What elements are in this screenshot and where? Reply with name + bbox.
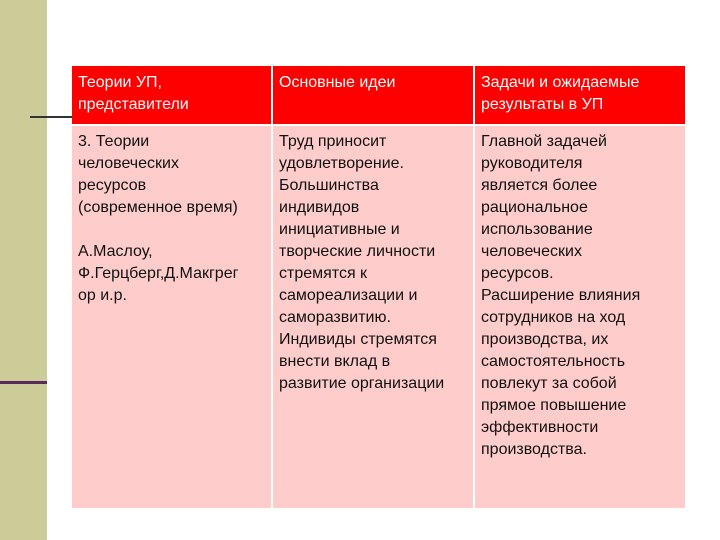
side-decor-line	[0, 381, 47, 384]
cell-line: Труд приносит	[279, 133, 387, 150]
cell-line: внести вклад в	[279, 353, 391, 370]
cell-line: человеческих	[481, 243, 582, 260]
header-tasks-line: результаты в УП	[481, 96, 604, 113]
cell-line: 3. Теории	[78, 133, 150, 150]
header-main-ideas	[272, 66, 474, 125]
cell-line: прямое повышение	[481, 397, 627, 414]
cell-line: производства, их	[481, 331, 609, 348]
cell-main-ideas	[272, 125, 474, 508]
header-theories-line: представители	[78, 96, 189, 113]
cell-line: ор и.р.	[78, 287, 127, 304]
table-header-row	[72, 66, 685, 125]
cell-line: Большинства	[279, 177, 379, 194]
cell-line: саморазвитию.	[279, 309, 391, 326]
header-theories	[72, 66, 272, 125]
cell-line: инициативные и	[279, 221, 400, 238]
cell-line: ресурсов	[78, 177, 147, 194]
header-tasks-results	[474, 66, 685, 125]
cell-line: руководителя	[481, 155, 583, 172]
cell-line: ресурсов.	[481, 265, 554, 282]
cell-line: развитие организации	[279, 375, 445, 392]
cell-line: удовлетворение.	[279, 155, 404, 172]
cell-line: самореализации и	[279, 287, 418, 304]
header-tasks-line: Задачи и ожидаемые	[481, 74, 640, 91]
theories-table	[72, 66, 685, 508]
cell-line: стремятся к	[279, 265, 368, 282]
cell-line: Расширение влияния	[481, 287, 641, 304]
cell-line: индивидов	[279, 199, 360, 216]
cell-theory-name	[72, 125, 272, 508]
cell-line: (современное время)	[78, 199, 238, 216]
cell-line: сотрудников на ход	[481, 309, 626, 326]
cell-line: производства.	[481, 441, 587, 458]
title-decor-line	[30, 116, 75, 118]
side-decor-bar	[0, 0, 47, 540]
cell-tasks-results	[474, 125, 685, 508]
header-theories-line: Теории УП,	[78, 74, 162, 91]
cell-line: Ф.Герцберг,Д.Макгрег	[78, 265, 239, 282]
cell-line: творческие личности	[279, 243, 436, 260]
cell-line: рациональное	[481, 199, 588, 216]
cell-spacer	[78, 219, 265, 241]
cell-line: использование	[481, 221, 593, 238]
cell-line: Главной задачей	[481, 133, 607, 150]
cell-line: эффективности	[481, 419, 599, 436]
cell-line: является более	[481, 177, 598, 194]
table-row	[72, 125, 685, 508]
cell-line: повлекут за собой	[481, 375, 617, 392]
cell-line: А.Маслоу,	[78, 243, 153, 260]
cell-line: Индивиды стремятся	[279, 331, 437, 348]
cell-line: человеческих	[78, 155, 179, 172]
cell-line: самостоятельность	[481, 353, 626, 370]
header-main-ideas-line: Основные идеи	[279, 74, 396, 91]
